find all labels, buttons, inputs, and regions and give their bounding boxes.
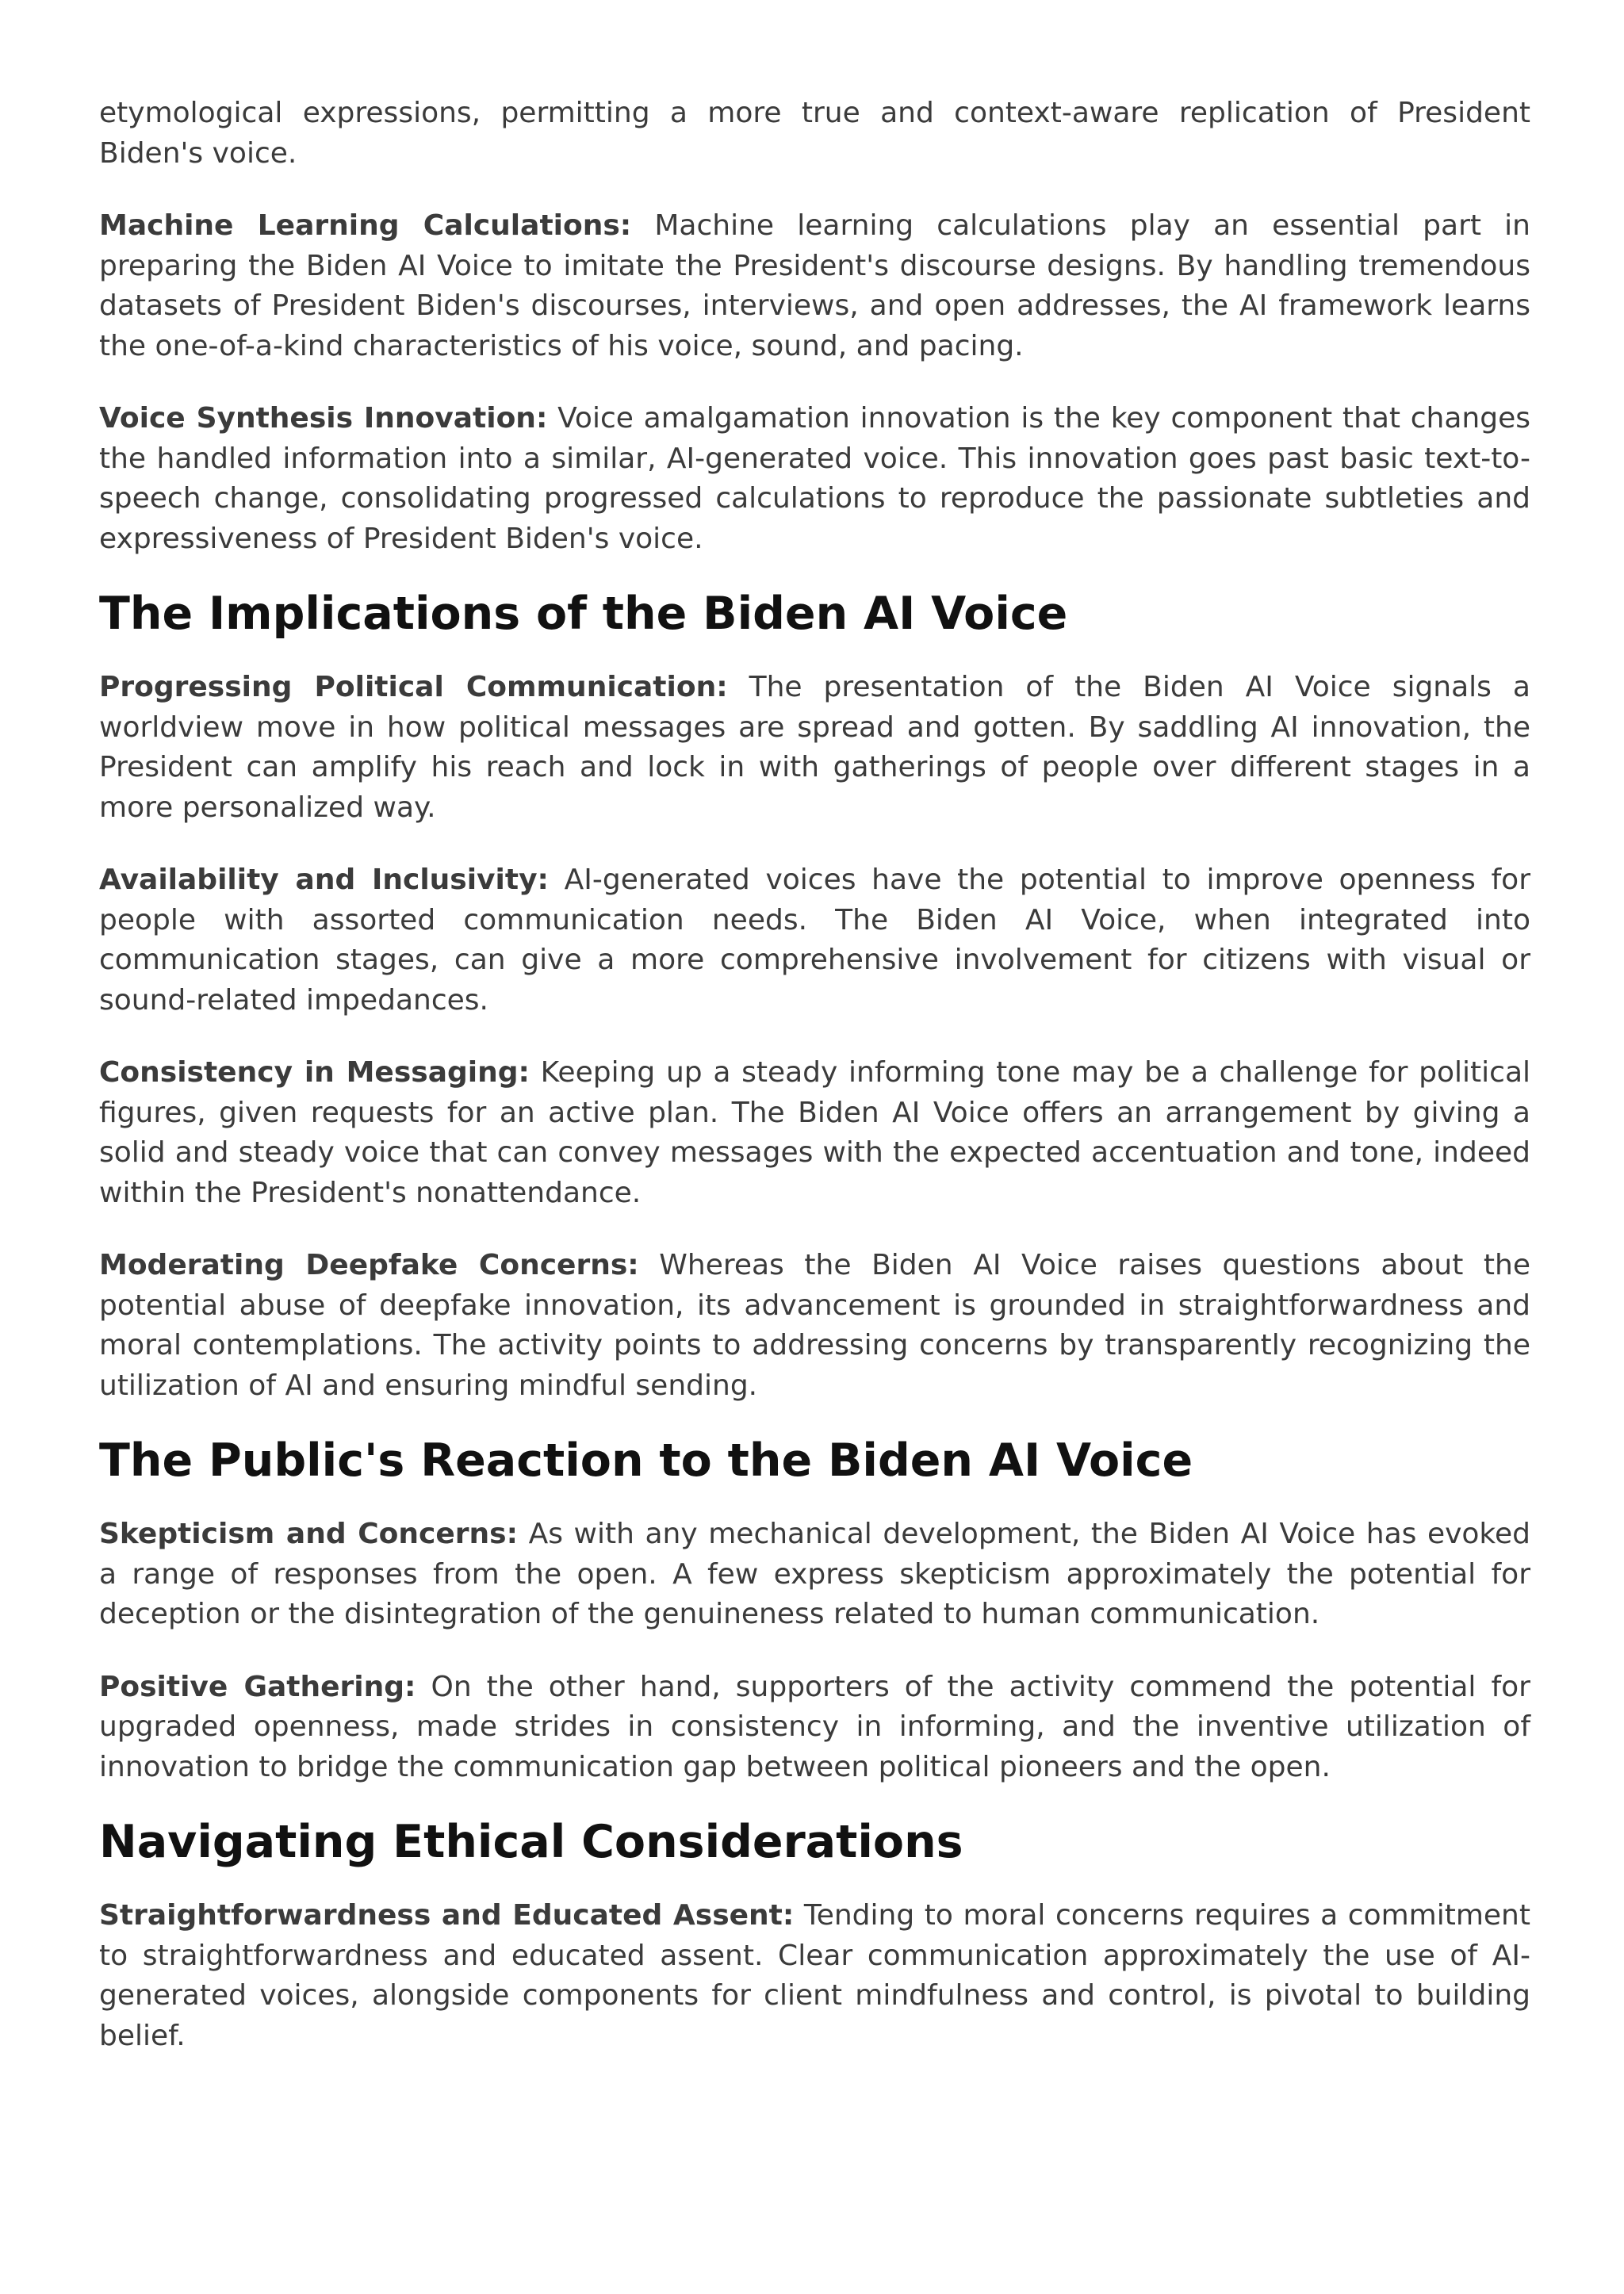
paragraph-text: AI-generated voices have the potential to improve openness for people with assorted communication needs. The Biden AI Voice, when integrated into communication stages, can give a more comprehensive involvement for citizens with visual or sound-related impedances.: [99, 864, 1530, 1017]
paragraph-text: As with any mechanical development, the Biden AI Voice has evoked a range of responses from the open. A few express skepticism approximately the potential for deception or the disintegration of the genuineness related to human communication.: [99, 1518, 1530, 1630]
paragraph-text: Whereas the Biden AI Voice raises questions about the potential abuse of deepfake innovation, its advancement is grounded in straightforwardness and moral contemplations. The activity points to addressing concerns by transparently recognizing the utilization of AI and ensuring mindful sending.: [99, 1249, 1530, 1402]
paragraph-political-communication: [99, 668, 1530, 828]
paragraph-positive-gathering: [99, 1668, 1530, 1788]
intro-fragment: etymological expressions, permitting a more true and context-aware replication of President Biden's voice.: [99, 97, 1530, 170]
paragraph-text: Machine learning calculations play an essential part in preparing the Biden AI Voice to imitate the President's discourse designs. By handling tremendous datasets of President Biden's discourses, interviews, and open addresses, the AI framework learns the one-of-a-kind characteristics of his voice, sound, and pacing.: [99, 209, 1530, 362]
paragraph-text: Voice amalgamation innovation is the key component that changes the handled information into a similar, AI-generated voice. This innovation goes past basic text-to-speech change, consolidating progressed calculations to reproduce the passionate subtleties and expressiveness of President Biden's voice.: [99, 402, 1530, 555]
paragraph-lead: Voice Synthesis Innovation:: [99, 402, 548, 435]
paragraph-lead: Progressing Political Communication:: [99, 671, 728, 703]
paragraph-consistency: [99, 1053, 1530, 1213]
paragraph-deepfake: [99, 1246, 1530, 1406]
paragraph-machine-learning: [99, 206, 1530, 366]
paragraph-lead: Skepticism and Concerns:: [99, 1518, 519, 1550]
heading-public-reaction: The Public's Reaction to the Biden AI Voice: [99, 1434, 1193, 1487]
paragraph-lead: Straightforwardness and Educated Assent:: [99, 1899, 795, 1932]
paragraph-lead: Availability and Inclusivity:: [99, 864, 549, 896]
paragraph-skepticism: [99, 1515, 1530, 1635]
paragraph-straightforwardness: [99, 1896, 1530, 2056]
document-page: [99, 94, 1530, 2089]
heading-ethical-considerations: Navigating Ethical Considerations: [99, 1816, 963, 1868]
paragraph-text: On the other hand, supporters of the activity commend the potential for upgraded openness, made strides in consistency in informing, and the inventive utilization of innovation to bridge the communication gap between political pioneers and the open.: [99, 1670, 1530, 1783]
paragraph-text: Tending to moral concerns requires a commitment to straightforwardness and educated assent. Clear communication approximately the use of AI-generated voices, alongside components for client mindfulness and control, is pivotal to building belief.: [99, 1899, 1530, 2052]
paragraph-lead: Positive Gathering:: [99, 1670, 416, 1703]
paragraph-availability: [99, 860, 1530, 1021]
paragraph-lead: Consistency in Messaging:: [99, 1056, 530, 1089]
heading-implications: The Implications of the Biden AI Voice: [99, 588, 1068, 640]
paragraph-text: The presentation of the Biden AI Voice signals a worldview move in how political messages are spread and gotten. By saddling AI innovation, the President can amplify his reach and lock in with gatherings of people over different stages in a more personalized way.: [99, 671, 1530, 824]
paragraph-text: Keeping up a steady informing tone may be a challenge for political figures, given requests for an active plan. The Biden AI Voice offers an arrangement by giving a solid and steady voice that can convey messages with the expected accentuation and tone, indeed within the President's nonattendance.: [99, 1056, 1531, 1209]
paragraph-voice-synthesis: [99, 399, 1530, 559]
paragraph-lead: Machine Learning Calculations:: [99, 209, 632, 242]
paragraph-lead: Moderating Deepfake Concerns:: [99, 1249, 639, 1281]
